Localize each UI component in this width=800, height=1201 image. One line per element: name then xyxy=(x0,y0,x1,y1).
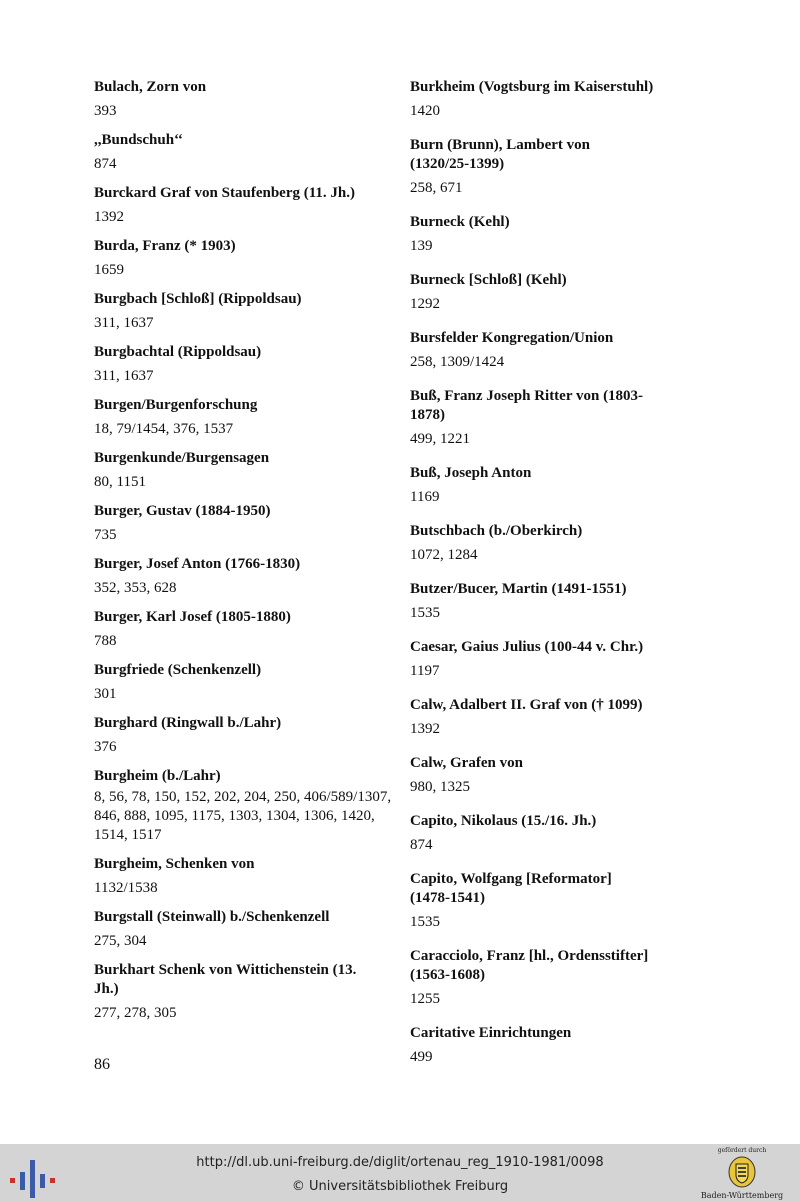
index-entry xyxy=(410,580,790,623)
entry-refs: 258, 1309/1424 xyxy=(410,354,505,370)
entry-refs: 18, 79/1454, 376, 1537 xyxy=(94,421,234,437)
entry-refs: 139 xyxy=(410,238,433,254)
entry-refs: 980, 1325 xyxy=(410,779,470,795)
entry-refs: 735 xyxy=(94,527,117,543)
coat-of-arms-icon xyxy=(728,1155,756,1189)
entry-heading: Burgfriede (Schenkenzell) xyxy=(94,662,262,678)
index-entry xyxy=(410,464,790,507)
entry-heading: Burger, Karl Josef (1805-1880) xyxy=(94,609,291,625)
page-number: 86 xyxy=(94,1056,110,1073)
entry-heading: Calw, Grafen von xyxy=(410,755,523,771)
entry-heading: ,,Bundschuh‘‘ xyxy=(94,132,183,148)
entry-heading: Butschbach (b./Oberkirch) xyxy=(410,523,583,539)
entry-refs: 1197 xyxy=(410,663,440,679)
index-entry xyxy=(410,1024,790,1067)
index-entry xyxy=(94,767,394,845)
entry-refs: 1132/1538 xyxy=(94,880,158,896)
index-entry xyxy=(94,78,394,121)
index-entry xyxy=(410,213,790,256)
entry-refs: 1072, 1284 xyxy=(410,547,478,563)
entry-heading: Burgstall (Steinwall) b./Schenkenzell xyxy=(94,909,330,925)
index-entry xyxy=(410,78,790,121)
index-entry xyxy=(94,449,394,492)
entry-refs: 301 xyxy=(94,686,117,702)
entry-refs: 311, 1637 xyxy=(94,368,154,384)
entry-refs: 1292 xyxy=(410,296,440,312)
index-entry xyxy=(94,396,394,439)
index-entry xyxy=(94,661,394,704)
entry-refs: 499 xyxy=(410,1049,433,1065)
index-entry xyxy=(410,754,790,797)
index-entry xyxy=(410,329,790,372)
index-entry xyxy=(94,555,394,598)
index-entry xyxy=(410,387,790,449)
index-column-right xyxy=(410,78,790,1067)
entry-heading: Calw, Adalbert II. Graf von († 1099) xyxy=(410,697,643,713)
entry-heading: Burn (Brunn), Lambert von (1320/25-1399) xyxy=(410,137,591,172)
entry-heading: Burgenkunde/Burgensagen xyxy=(94,450,270,466)
index-entry xyxy=(410,271,790,314)
entry-refs: 352, 353, 628 xyxy=(94,580,177,596)
entry-heading: Capito, Wolfgang [Reformator] (1478-1541) xyxy=(410,871,612,906)
index-entry xyxy=(410,696,790,739)
entry-heading: Caritative Einrichtungen xyxy=(410,1025,572,1041)
index-entry xyxy=(410,638,790,681)
entry-refs: 499, 1221 xyxy=(410,431,470,447)
index-entry xyxy=(410,870,790,932)
index-entry xyxy=(94,908,394,951)
index-entry xyxy=(94,343,394,386)
entry-refs: 788 xyxy=(94,633,117,649)
entry-heading: Burkheim (Vogtsburg im Kaiserstuhl) xyxy=(410,79,654,95)
footer-bar xyxy=(0,1144,800,1201)
index-entry xyxy=(94,131,394,174)
entry-heading: Bulach, Zorn von xyxy=(94,79,207,95)
entry-heading: Burger, Josef Anton (1766-1830) xyxy=(94,556,301,572)
entry-refs: 874 xyxy=(410,837,433,853)
region-text: Baden-Württemberg xyxy=(700,1191,784,1200)
entry-refs: 1392 xyxy=(410,721,440,737)
index-entry xyxy=(410,136,790,198)
entry-refs: 80, 1151 xyxy=(94,474,146,490)
entry-heading: Bursfelder Kongregation/Union xyxy=(410,330,614,346)
index-entry xyxy=(94,608,394,651)
entry-heading: Burkhart Schenk von Wittichenstein (13. Jh.) xyxy=(94,962,357,997)
entry-refs: 311, 1637 xyxy=(94,315,154,331)
entry-refs: 258, 671 xyxy=(410,180,463,196)
entry-heading: Burneck (Kehl) xyxy=(410,214,510,230)
index-entry xyxy=(94,237,394,280)
entry-refs: 277, 278, 305 xyxy=(94,1005,177,1021)
entry-refs: 1255 xyxy=(410,991,440,1007)
footer-url[interactable]: http://dl.ub.uni-freiburg.de/diglit/ortenau_reg_1910-1981/0098 xyxy=(196,1155,604,1170)
footer-copyright: © Universitätsbibliothek Freiburg xyxy=(291,1179,509,1194)
sponsor-logo xyxy=(694,1147,790,1201)
entry-heading: Burger, Gustav (1884-1950) xyxy=(94,503,271,519)
entry-heading: Burghard (Ringwall b./Lahr) xyxy=(94,715,282,731)
index-entry xyxy=(94,184,394,227)
index-entry xyxy=(410,812,790,855)
index-entry xyxy=(94,502,394,545)
index-entry xyxy=(410,522,790,565)
entry-heading: Buß, Joseph Anton xyxy=(410,465,532,481)
entry-refs: 1659 xyxy=(94,262,124,278)
entry-refs: 874 xyxy=(94,156,117,172)
entry-refs: 1535 xyxy=(410,605,440,621)
entry-heading: Burneck [Schloß] (Kehl) xyxy=(410,272,567,288)
entry-heading: Buß, Franz Joseph Ritter von (1803-1878) xyxy=(410,388,644,423)
entry-heading: Butzer/Bucer, Martin (1491-1551) xyxy=(410,581,627,597)
index-entry xyxy=(94,714,394,757)
entry-refs: 1392 xyxy=(94,209,124,225)
entry-refs: 275, 304 xyxy=(94,933,147,949)
entry-refs: 376 xyxy=(94,739,117,755)
entry-heading: Caesar, Gaius Julius (100-44 v. Chr.) xyxy=(410,639,644,655)
entry-heading: Burckard Graf von Staufenberg (11. Jh.) xyxy=(94,185,355,201)
index-column-left xyxy=(94,78,394,1023)
entry-refs: 393 xyxy=(94,103,117,119)
index-entry xyxy=(94,290,394,333)
entry-heading: Capito, Nikolaus (15./16. Jh.) xyxy=(410,813,597,829)
index-entry xyxy=(94,855,394,898)
sponsor-text: gefördert durch xyxy=(717,1147,767,1154)
entry-heading: Caracciolo, Franz [hl., Ordensstifter] (1563-1608) xyxy=(410,948,649,983)
entry-heading: Burgheim (b./Lahr) xyxy=(94,768,221,784)
index-entry xyxy=(94,961,394,1023)
entry-refs: 8, 56, 78, 150, 152, 202, 204, 250, 406/589/1307, 846, 888, 1095, 1175, 1303, 1304, 1306, 1420, 1514, 1517 xyxy=(94,789,392,843)
entry-refs: 1420 xyxy=(410,103,440,119)
entry-refs: 1535 xyxy=(410,914,440,930)
entry-heading: Burgen/Burgenforschung xyxy=(94,397,258,413)
index-entry xyxy=(410,947,790,1009)
entry-heading: Burgbachtal (Rippoldsau) xyxy=(94,344,262,360)
entry-refs: 1169 xyxy=(410,489,440,505)
entry-heading: Burgheim, Schenken von xyxy=(94,856,255,872)
entry-heading: Burda, Franz (* 1903) xyxy=(94,238,236,254)
entry-heading: Burgbach [Schloß] (Rippoldsau) xyxy=(94,291,302,307)
